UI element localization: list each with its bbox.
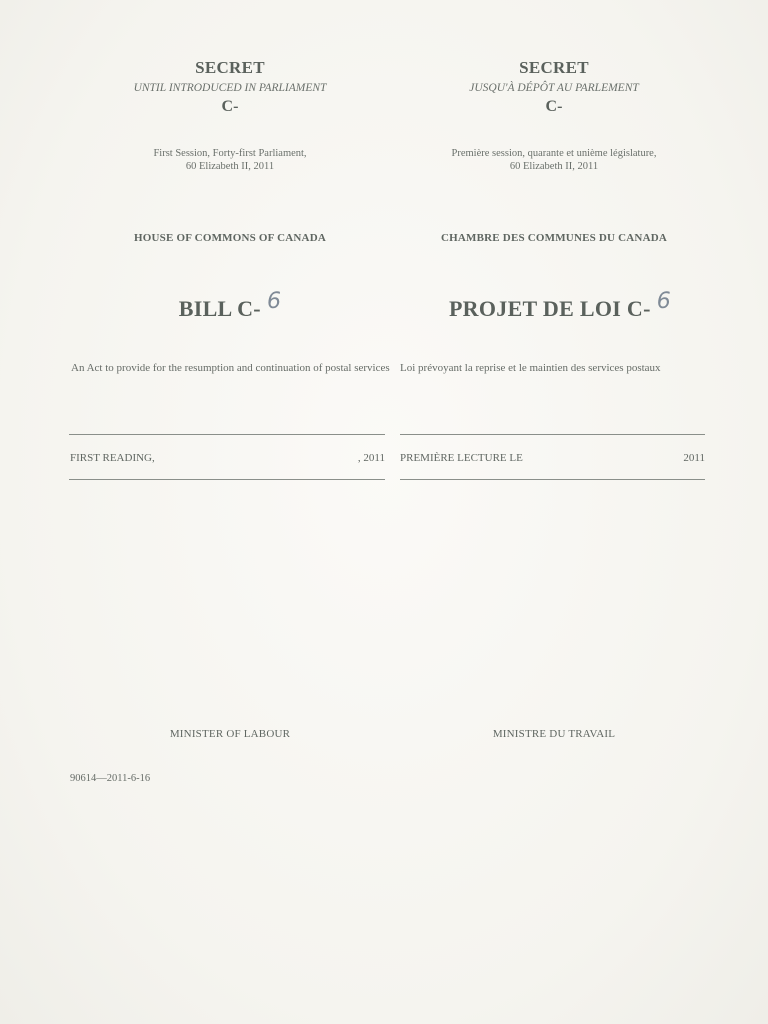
first-reading-label-fr: PREMIÈRE LECTURE LE xyxy=(400,452,523,464)
divider-top-fr xyxy=(400,434,705,435)
until-introduced-en: UNTIL INTRODUCED IN PARLIAMENT xyxy=(133,82,327,94)
session-line1-en: First Session, Forty-first Parliament, xyxy=(153,148,307,159)
session-info-en xyxy=(100,147,360,173)
divider-bottom-fr xyxy=(400,479,705,480)
first-reading-year-fr: 2011 xyxy=(683,452,705,464)
bill-number-prefix-en: C- xyxy=(221,98,239,115)
session-line2-en: 60 Elizabeth II, 2011 xyxy=(185,161,275,172)
handwritten-bill-number-fr: 6 xyxy=(656,289,672,314)
house-en: HOUSE OF COMMONS OF CANADA xyxy=(134,232,326,244)
handwritten-bill-number-en: 6 xyxy=(266,289,282,314)
minister-fr: MINISTRE DU TRAVAIL xyxy=(492,728,616,740)
bill-number-prefix-fr: C- xyxy=(545,98,563,115)
minister-en: MINISTER OF LABOUR xyxy=(169,728,291,740)
bill-description-fr: Loi prévoyant la reprise et le maintien des services postaux xyxy=(400,362,661,374)
first-reading-year-en: , 2011 xyxy=(357,452,385,464)
divider-bottom-en xyxy=(69,479,385,480)
secret-heading-fr: SECRET xyxy=(519,58,589,77)
bill-title-en xyxy=(130,289,330,322)
bill-title-fr xyxy=(430,289,690,322)
until-introduced-fr: JUSQU'À DÉPÔT AU PARLEMENT xyxy=(469,82,639,94)
session-line2-fr: 60 Elizabeth II, 2011 xyxy=(509,161,599,172)
house-fr: CHAMBRE DES COMMUNES DU CANADA xyxy=(441,232,667,244)
bill-description-en: An Act to provide for the resumption and continuation of postal services xyxy=(71,362,390,374)
secret-heading-en: SECRET xyxy=(195,58,265,77)
divider-top-en xyxy=(69,434,385,435)
document-number: 90614—2011-6-16 xyxy=(70,773,151,784)
bill-title-text-en: BILL C- xyxy=(178,296,261,321)
bill-title-text-fr: PROJET DE LOI C- xyxy=(448,296,651,321)
session-info-fr xyxy=(414,147,694,173)
first-reading-label-en: FIRST READING, xyxy=(70,452,155,464)
session-line1-fr: Première session, quarante et unième législature, xyxy=(451,148,657,159)
